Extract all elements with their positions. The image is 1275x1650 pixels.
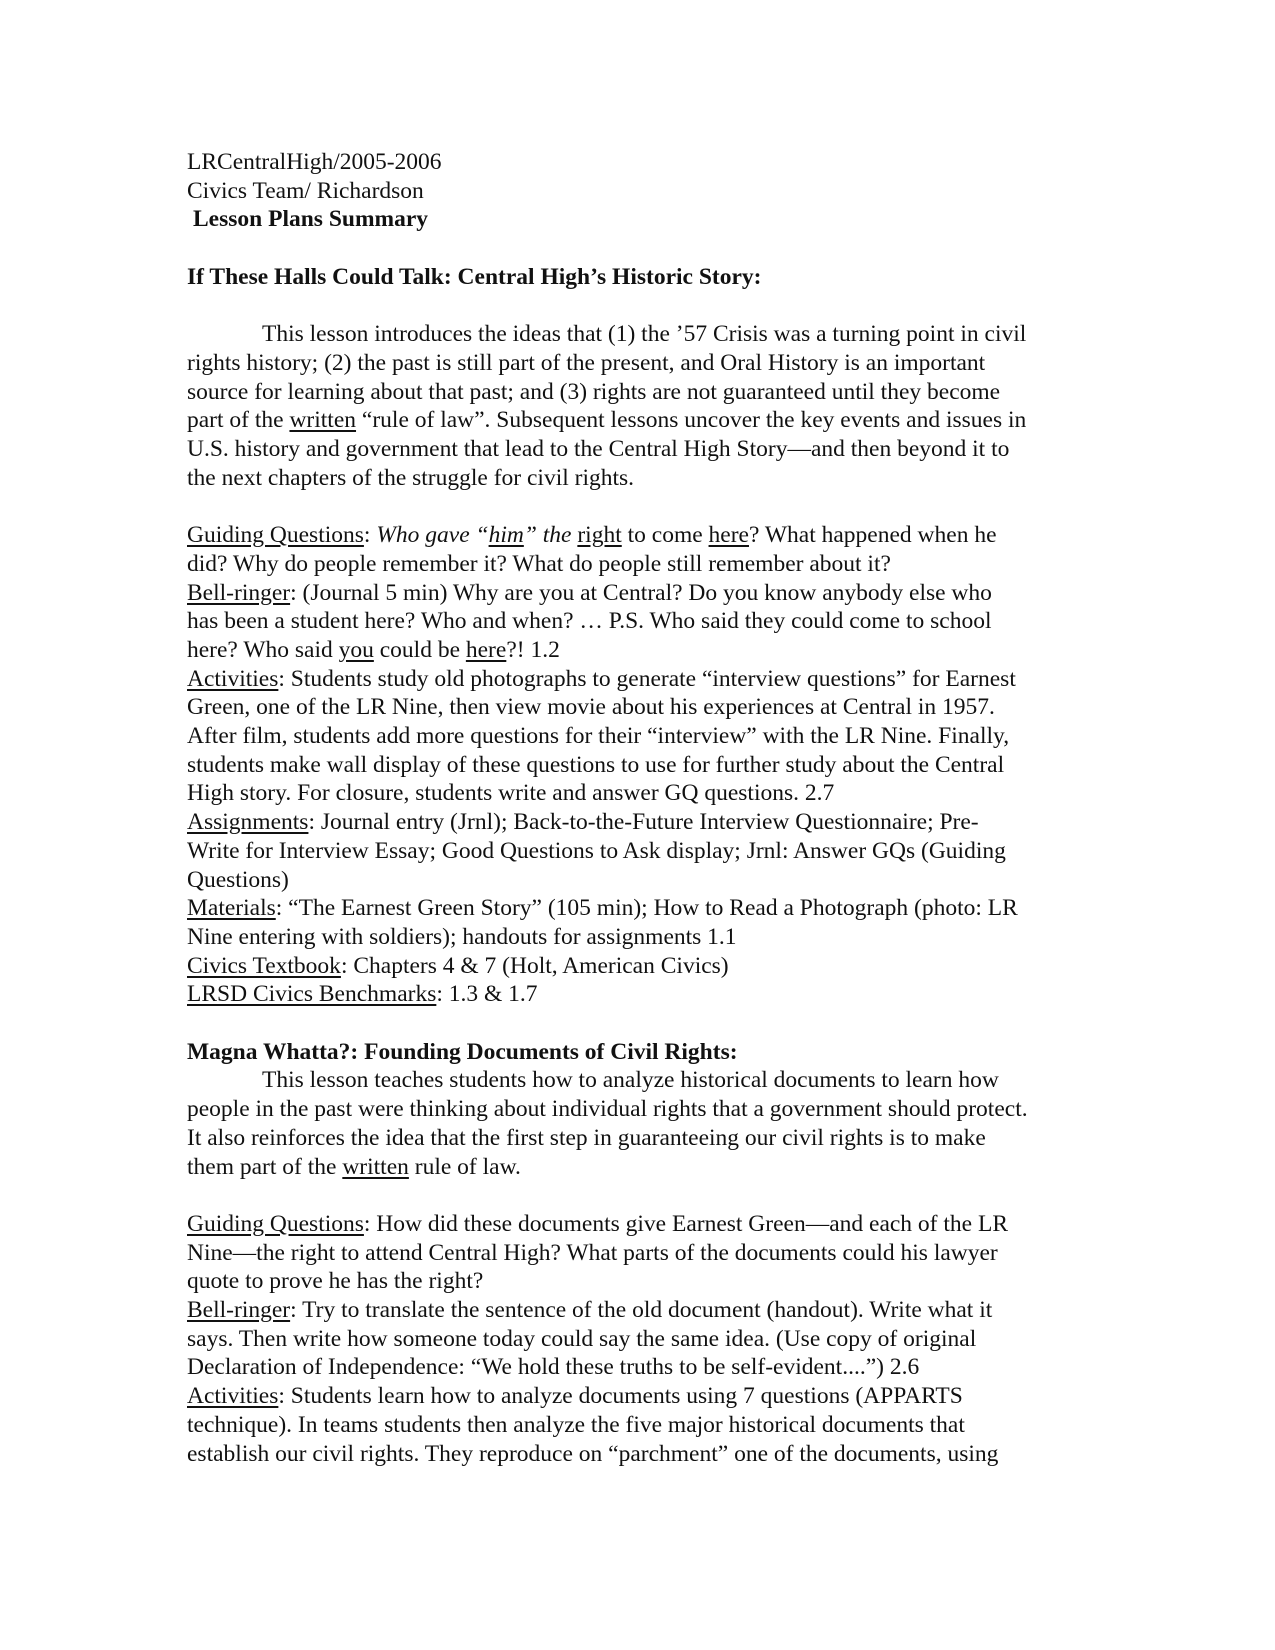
spacer — [187, 234, 1097, 263]
lesson1-intro-line: source for learning about that past; and (3) rights are not guaranteed until they become — [187, 378, 1001, 405]
section-label: LRSD Civics Benchmarks — [187, 981, 437, 1008]
assignments-line — [187, 808, 1097, 837]
header-line-team: Civics Team/ Richardson — [187, 177, 424, 204]
activities-line: Green, one of the LR Nine, then view movie about his experiences at Central in 1957. — [187, 694, 995, 721]
lesson1-materials — [187, 894, 1097, 951]
underlined-word: here — [708, 522, 749, 549]
text-run: : Try to translate the sentence of the old document (handout). Write what it — [290, 1297, 993, 1324]
header-line-school: LRCentralHigh/2005-2006 — [187, 149, 442, 175]
lesson1-intro-line: the next chapters of the struggle for civil rights. — [187, 464, 635, 491]
lesson2-activities — [187, 1382, 1097, 1468]
bell-line — [187, 636, 1097, 665]
underlined-word: right — [577, 522, 622, 549]
lesson2-guiding-questions — [187, 1210, 1097, 1296]
section-label: Bell-ringer — [187, 1297, 291, 1324]
lesson1-heading: If These Halls Could Talk: Central High’s Historic Story: — [187, 263, 762, 290]
spacer — [187, 492, 1097, 521]
text-run: : Students study old photographs to generate “interview questions” for Earnest — [278, 665, 1016, 692]
text-run: ? What happened when he — [748, 522, 997, 549]
activities-line — [187, 665, 1097, 694]
activities-line: High story. For closure, students write and answer GQ questions. 2.7 — [187, 780, 835, 807]
section-label: Activities — [187, 665, 279, 692]
spacer — [187, 292, 1097, 321]
activities-line: After film, students add more questions for their “interview” with the LR Nine. Finally, — [187, 723, 1010, 750]
text-run: part of the — [187, 407, 290, 434]
guiding-line: quote to prove he has the right? — [187, 1268, 484, 1295]
activities-line — [187, 1382, 1097, 1411]
underlined-word: him — [488, 522, 524, 549]
activities-line: students make wall display of these questions to use for further study about the Central — [187, 751, 1005, 778]
lesson1-intro-line: This lesson introduces the ideas that (1) the ’57 Crisis was a turning point in civil — [262, 321, 1027, 348]
section-label: Bell-ringer — [187, 579, 291, 606]
underlined-word: you — [338, 636, 374, 663]
lesson2-intro-line — [187, 1153, 1097, 1182]
section-label: Civics Textbook — [187, 952, 341, 979]
section-label: Guiding Questions — [187, 1210, 364, 1237]
text-run: to come — [621, 522, 709, 549]
text-run: : Journal entry (Jrnl); Back-to-the-Future Interview Questionnaire; Pre- — [308, 809, 979, 836]
lesson2-intro — [187, 1066, 1097, 1181]
section-label: Guiding Questions — [187, 522, 364, 549]
guiding-line: did? Why do people remember it? What do people still remember about it? — [187, 550, 891, 577]
spacer — [187, 1009, 1097, 1038]
underlined-word: written — [289, 407, 357, 434]
lesson1-intro-line: rights history; (2) the past is still part of the present, and Oral History is an important — [187, 349, 986, 376]
underlined-word: written — [342, 1153, 409, 1180]
guiding-line: Nine—the right to attend Central High? What parts of the documents could his lawyer — [187, 1239, 998, 1266]
text-run: ?! 1.2 — [506, 636, 560, 663]
text-run: : How did these documents give Earnest Green—and each of the LR — [363, 1210, 1008, 1237]
text-run: : Students learn how to analyze documents using 7 questions (APPARTS — [278, 1383, 963, 1410]
bell-line: Declaration of Independence: “We hold these truths to be self-evident....”) 2.6 — [187, 1354, 920, 1381]
lesson1-bell-ringer — [187, 579, 1097, 665]
text-run: them part of the — [187, 1153, 343, 1180]
bell-line — [187, 579, 1097, 608]
underlined-word: here — [465, 636, 507, 663]
bell-line: says. Then write how someone today could say the same idea. (Use copy of original — [187, 1325, 977, 1352]
lesson2-intro-line: This lesson teaches students how to analyze historical documents to learn how — [262, 1067, 999, 1094]
lesson2-heading: Magna Whatta?: Founding Documents of Civil Rights: — [187, 1038, 738, 1065]
lesson2-intro-line: It also reinforces the idea that the first step in guaranteeing our civil rights is to make — [187, 1124, 986, 1151]
text-run: : — [363, 522, 377, 549]
text-run: here? Who said — [187, 636, 339, 663]
guiding-line — [187, 1210, 1097, 1239]
lesson1-assignments — [187, 808, 1097, 894]
lesson2-intro-line: people in the past were thinking about individual rights that a government should protect. — [187, 1096, 1028, 1123]
section-label: Activities — [187, 1383, 279, 1410]
text-run: : (Journal 5 min) Why are you at Central? Do you know anybody else who — [290, 579, 992, 606]
activities-line: technique). In teams students then analyze the five major historical documents that — [187, 1411, 965, 1438]
document-title: Lesson Plans Summary — [193, 206, 429, 233]
lesson1-intro-line: U.S. history and government that lead to the Central High Story—and then beyond it to — [187, 436, 1010, 462]
section-label: Materials — [187, 895, 276, 922]
lesson1-intro — [187, 320, 1097, 492]
materials-line — [187, 894, 1097, 923]
text-run: could be — [373, 636, 466, 663]
lesson1-activities — [187, 665, 1097, 809]
text-run: “rule of law”. Subsequent lessons uncover the key events and issues in — [356, 407, 1027, 434]
document-page — [187, 148, 1097, 1468]
bell-line — [187, 1296, 1097, 1325]
lesson1-benchmarks — [187, 980, 1097, 1009]
lesson1-intro-line — [187, 406, 1097, 435]
lesson1-guiding-questions — [187, 521, 1097, 578]
assignments-line: Write for Interview Essay; Good Questions to Ask display; Jrnl: Answer GQs (Guiding — [187, 837, 1006, 864]
text-run: : Chapters 4 & 7 (Holt, American Civics) — [340, 952, 729, 979]
section-label: Assignments — [187, 809, 309, 836]
materials-line: Nine entering with soldiers); handouts for assignments 1.1 — [187, 923, 737, 950]
text-run: Who gave “ — [376, 522, 489, 549]
text-run: rule of law. — [408, 1153, 521, 1180]
assignments-line: Questions) — [187, 866, 289, 893]
spacer — [187, 1181, 1097, 1210]
guiding-line — [187, 521, 1097, 550]
text-run: : “The Earnest Green Story” (105 min); How to Read a Photograph (photo: LR — [275, 895, 1018, 922]
text-run: ” the — [523, 522, 578, 549]
activities-line: establish our civil rights. They reproduce on “parchment” one of the documents, using — [187, 1440, 999, 1467]
text-run: : 1.3 & 1.7 — [436, 981, 538, 1008]
lesson2-bell-ringer — [187, 1296, 1097, 1382]
lesson1-textbook — [187, 952, 1097, 981]
bell-line: has been a student here? Who and when? … P.S. Who said they could come to school — [187, 608, 992, 635]
